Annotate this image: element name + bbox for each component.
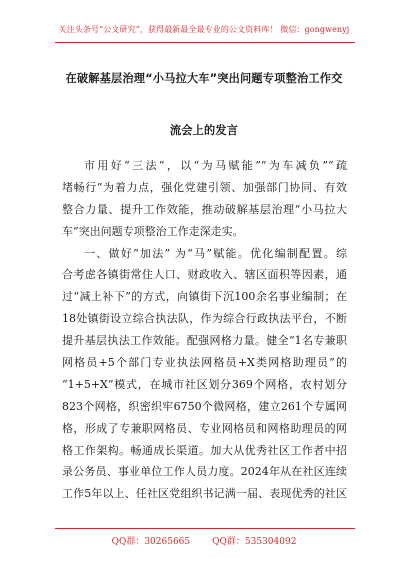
body-line: “1+5+X”模式，在城市社区划分369个网格，农村划分 (62, 377, 347, 391)
body-line: 格，形成了专兼职网格员、专业网格员和网格助理员的网 (62, 421, 347, 435)
footer-divider (55, 528, 355, 529)
body-line: 18处镇街设立综合执法队，作为综合行政执法平台，不断 (62, 312, 347, 326)
body-line: 录公务员、事业单位工作人员力度。2024年从在社区连续 (62, 465, 347, 479)
paragraph-intro (62, 155, 347, 243)
document-title-line-2: 流会上的发言 (169, 124, 239, 137)
body-line: 工作5年以上、任社区党组织书记满一届、表现优秀的社区 (62, 487, 347, 501)
footer-qq-group-1: QQ群：30265665 (111, 537, 191, 547)
document-title-line-1: 在破解基层治理“小马拉大车”突出问题专项整治工作交 (65, 72, 343, 85)
body-line: 一、做好“加法” 为“马”赋能。优化编制配置。综 (84, 246, 347, 260)
footer (0, 534, 408, 547)
paragraph-section-1 (62, 243, 347, 506)
header-divider (55, 42, 355, 43)
body-line: 网格员+5个部门专业执法网格员+X类网格助理员”的 (62, 356, 347, 370)
body-line: 过“减上补下”的方式，向镇街下沉100余名事业编制；在 (62, 290, 347, 304)
body-line: 车”突出问题专项整治工作走深走实。 (62, 224, 244, 238)
document-body (62, 155, 347, 505)
body-line: 堵畅行”为着力点，强化党建引领、加强部门协同、有效 (62, 180, 347, 194)
header-banner: 关注头条号“公文研究”，获得最新最全最专业的公文资料库！ 微信：gongwenyj (58, 25, 350, 34)
body-line: 823个网格，织密织牢6750个微网格，建立261个专属网 (62, 399, 347, 413)
body-line: 整合力量、提升工作效能，推动破解基层治理“小马拉大 (62, 202, 347, 216)
footer-qq-group-2: QQ群：535304092 (212, 537, 297, 547)
body-line: 合考虑各镇街常住人口、财政收入、辖区面积等因素，通 (62, 268, 347, 282)
body-line: 格工作架构。畅通成长渠道。加大从优秀社区工作者中招 (62, 443, 347, 457)
body-line: 市用好“三法”，以“为马赋能”“为车减负”“疏 (84, 159, 347, 172)
body-line: 提升基层执法工作效能。配强网格力量。健全“1名专兼职 (62, 334, 347, 348)
